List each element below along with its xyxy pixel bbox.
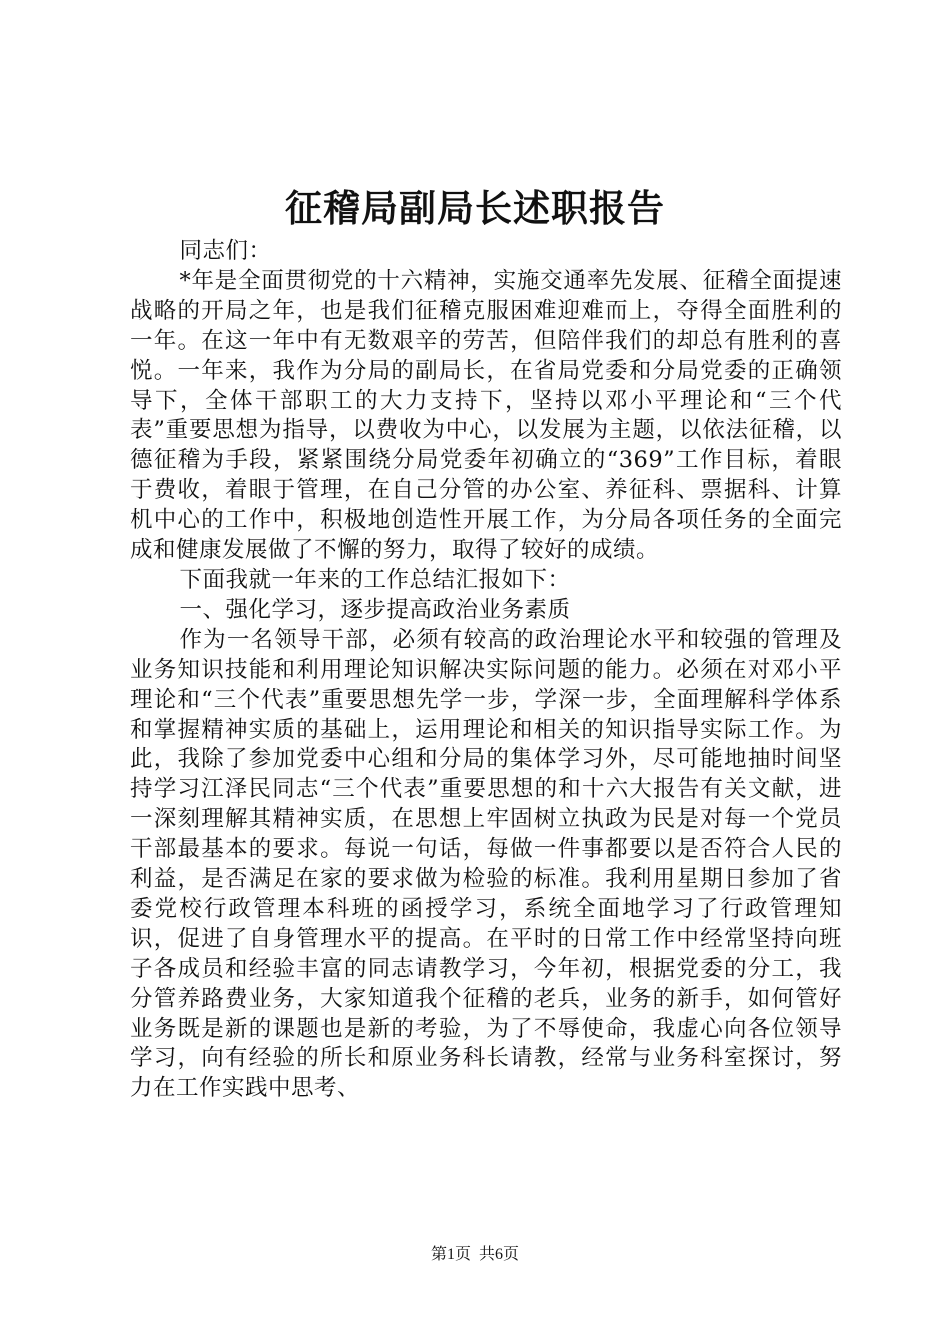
- paragraph-intro: *年是全面贯彻党的十六精神，实施交通率先发展、征稽全面提速战略的开局之年，也是我们征稽克服困难迎难而上，夺得全面胜利的一年。在这一年中有无数艰辛的劳苦，但陪伴我们的却总有胜利的喜悦。一年来，我作为分局的副局长，在省局党委和分局党委的正确领导下，全体干部职工的大力支持下，坚持以邓小平理论和“三个代表”重要思想为指导，以费收为中心，以发展为主题，以依法征稽，以德征稽为手段，紧紧围绕分局党委年初确立的“369”工作目标，着眼于费收，着眼于管理，在自己分管的办公室、养征科、票据科、计算机中心的工作中，积极地创造性开展工作，为分局各项任务的全面完成和健康发展做了不懈的努力，取得了较好的成绩。: [130, 267, 842, 564]
- page-footer: [0, 1245, 950, 1265]
- paragraph-summary-lead: 下面我就一年来的工作总结汇报如下：: [179, 566, 571, 593]
- salutation: 同志们：: [179, 238, 272, 264]
- paragraph-section-1: 作为一名领导干部，必须有较高的政治理论水平和较强的管理及业务知识技能和利用理论知识解决实际问题的能力。必须在对邓小平理论和“三个代表”重要思想先学一步，学深一步，全面理解科学体系和掌握精神实质的基础上，运用理论和相关的知识指导实际工作。为此，我除了参加党委中心组和分局的集体学习外，尽可能地抽时间坚持学习江泽民同志“三个代表”重要思想的和十六大报告有关文献，进一深刻理解其精神实质，在思想上牢固树立执政为民是对每一个党员干部最基本的要求。每说一句话，每做一件事都要以是否符合人民的利益，是否满足在家的要求做为检验的标准。我利用星期日参加了省委党校行政管理本科班的函授学习，系统全面地学习了行政管理知识，促进了自身管理水平的提高。在平时的日常工作中经常坚持向班子各成员和经验丰富的同志请教学习，今年初，根据党委的分工，我分管养路费业务，大家知道我个征稽的老兵，业务的新手，如何管好业务既是新的课题也是新的考验，为了不辱使命，我虚心向各位领导学习，向有经验的所长和原业务科长请教，经常与业务科室探讨，努力在工作实践中思考、: [130, 626, 842, 1102]
- document-body: [130, 237, 842, 1104]
- page-number: 第1页: [430, 1246, 471, 1263]
- section-heading-1: 一、强化学习，逐步提高政治业务素质: [179, 596, 571, 623]
- document-title: 征稽局副局长述职报告: [285, 186, 665, 230]
- page-total: 共6页: [479, 1246, 520, 1263]
